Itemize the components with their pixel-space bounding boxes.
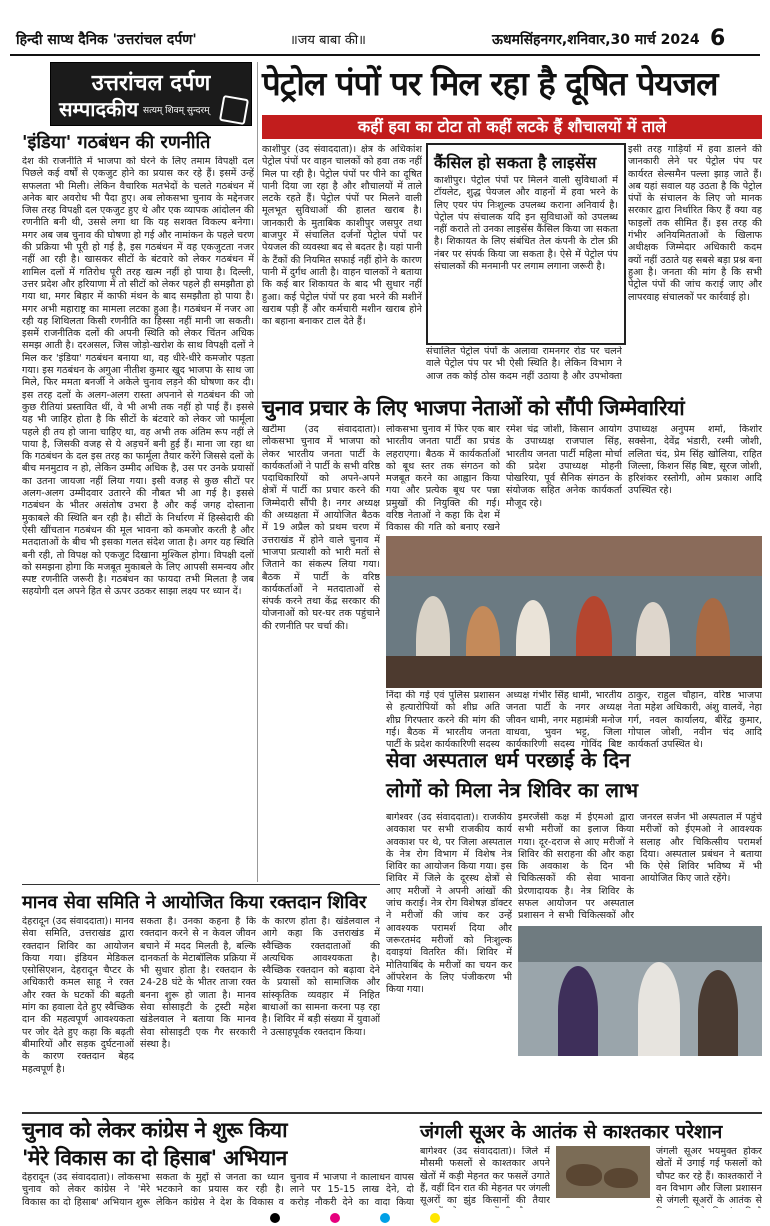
editorial-headline: 'इंडिया' गठबंधन की रणनीति	[22, 132, 211, 153]
paper-name: हिन्दी साप्ध दैनिक 'उत्तरांचल दर्पण'	[16, 32, 197, 48]
boar-col1: बागेश्वर (उद संवाददाता)। जिले में मौसमी फसलों से काश्तकार अपने खेतों में कड़ी मेहनत कर फसलें उगाते हैं, वहीं दिन रात की मेहनत पर जंगली सूअरों का झुंड किसानों की तैयार	[420, 1146, 550, 1207]
dateline: ऊधमसिंहनगर,शनिवार,30 मार्च 2024	[492, 32, 700, 48]
page-number: 6	[710, 26, 726, 51]
editorial-motto: सत्यम् शिवम् सुन्दरम्	[143, 106, 210, 116]
eye-camp-photo	[518, 926, 762, 1056]
pen-icon	[219, 95, 249, 125]
congress-col3: चुनाव में भाजपा ने कालाधन वापस लाने पर 15-15 लाख देने, दो करोड़ नौकरी देने का वादा किया	[290, 1172, 414, 1208]
section-rule	[22, 884, 380, 885]
bjp-headline: चुनाव प्रचार के लिए भाजपा नेताओं को सौंपी जिम्मेवारियां	[262, 396, 685, 420]
bjp-col3: रमेश चंद्र जोशी, किसान आयोग के उपाध्यक्ष राजपाल सिंह, भारतीय जनता पार्टी महिला मोर्चा की प्रदेश उपाध्यक्ष मोहनी पोखरिया, पूर्व सैनिक संगठन के संयोजक सहित अनेक कार्यकर्ता मौजूद रहे।	[506, 424, 622, 509]
congress-headline1: चुनाव को लेकर कांग्रेस ने शुरू किया	[22, 1118, 288, 1142]
lead-sub-body: काशीपुर। पेट्रोल पंपों पर मिलने वाली सुविधाओं में टॉयलेट, शुद्ध पेयजल और वाहनों में हवा भरने के लिए एयर पंप निःशुल्क उपलब्ध कराना अनिवार्य है। पेट्रोल पंप संचालक यदि इन सुविधाओं को उपलब्ध नहीं कराते तो उनका लाइसेंस कैंसिल किया जा सकता है। शिकायत के लिए संबंधित तेल कंपनी के टोल फ्री नंबर पर संपर्क किया जा सकता है। ऐसे में पेट्रोल पंप संचालकों की मनमानी पर लगाम लगाना जरूरी है।	[434, 175, 618, 273]
masthead	[0, 0, 770, 60]
bjp-photo-caption2: अध्यक्ष गंभीर सिंह धामी, भारतीय जनता पार्टी के नगर अध्यक्ष जीवन धामी, नगर महामंत्री मनोज वाधवा, भुवन भट्ट, जिला कार्यकारिणी सदस्य गोविंद बिष्ट	[506, 690, 622, 750]
congress-col1: देहरादून (उद संवाददाता)। लोकसभा चुनाव को लेकर कांग्रेस ने 'मेरे विकास का दो हिसाब' अभियान शुरू	[22, 1172, 150, 1208]
congress-col2: सकता के मुद्दों से जनता का ध्यान भटकाने का प्रयास कर रही है। लेकिन कांग्रेस ने देश के विकास व	[156, 1172, 284, 1208]
lead-below: संचालित पेट्रोल पंपों के अलावा रामनगर रोड पर चलने वाले पेट्रोल पंप पर भी ऐसी स्थिति है। लेकिन विभाग ने आज तक कोई ठोस कदम नहीं उठाया है और उपभोक्ता	[426, 346, 622, 382]
manav-col1: देहरादून (उद संवाददाता)। मानव सेवा समिति, उत्तराखंड द्वारा रक्तदान शिविर का आयोजन किया गया। इंडियन मेडिकल एसोसिएशन, देहरादून चैप्टर के अधिकारी कमल साहू ने रक्त और रक्त के घटकों की बढ़ती मांग का हवाला देते हुए स्वैच्छिक दान की महत्वपूर्ण आवश्यकता पर जोर देते हुए कहा कि बढ़ती बीमारियों और सड़क दुर्घटनाओं के कारण रक्तदान बेहद महत्वपूर्ण है।	[22, 916, 134, 1075]
slogan: ॥जय बाबा की॥	[290, 33, 366, 48]
boar-icon	[566, 1164, 602, 1186]
lead-col1: काशीपुर (उद संवाददाता)। क्षेत्र के अधिकांश पेट्रोल पंपों पर वाहन चालकों को हवा तक नहीं मिल पा रही है। पेट्रोल पंपों पर पीने का दूषित पानी दिया जा रहा है और शौचालयों में ताले लटके रहते हैं। पेट्रोल पंपों पर मिलने वाली मूलभूत सुविधाओं की हालत खराब है। जानकारी के मुताबिक काशीपुर जसपुर तथा बाजपुर में संचालित दर्जनों पेट्रोल पंपों पर पेयजल की व्यवस्था बद से बदतर है। यहां पानी के टैंकों की नियमित सफाई नहीं होने के कारण पानी में दुर्गंध आती है। वाहन चालकों ने बताया कि कई बार शिकायत के बाद भी सुधार नहीं हुआ। कई पेट्रोल पंपों पर हवा भरने की मशीनें खराब पड़ी हैं और कर्मचारी मशीन खराब होने का बहाना बनाकर टाल देते हैं।	[262, 144, 422, 328]
bjp-photo-caption: निंदा की गई एवं पुलिस प्रशासन से हत्यारोपियों को शीघ्र अति शीघ्र गिरफ्तार करने की मांग की गई। बैठक में भारतीय जनता पार्टी के प्रदेश कार्यकारिणी सदस्य	[386, 690, 500, 750]
manav-col2: सकता है। उनका कहना है कि रक्तदान करने से न केवल जीवन बचाने में मदद मिलती है, बल्कि दानकर्ता के मेटाबॉलिक प्रक्रिया में भी सुधार होता है। रक्तदान के 24-28 घंटे के भीतर ताजा रक्त बनना शुरू हो जाता है। मानव सेवा सोसाइटी के ट्रस्टी महेश खंडेलवाल ने बताया कि मानव सेवा सोसाइटी एक गैर सरकारी संस्था है।	[140, 916, 256, 1050]
lead-headline: पेट्रोल पंपों पर मिल रहा है दूषित पेयजल	[262, 64, 718, 103]
editorial-paper-title: उत्तरांचल दर्पण	[91, 71, 211, 96]
column-divider	[257, 62, 258, 882]
bjp-col1: खटीमा (उद संवाददाता)। लोकसभा चुनाव में भाजपा को लेकर भारतीय जनता पार्टी के कार्यकर्ताओं ने पार्टी के सभी वरिष्ठ पदाधिकारियों को अपने-अपने क्षेत्रों में पार्टी का प्रचार करने की जिम्मेदारी सौंपी है। नगर अध्यक्ष की अध्यक्षता में आयोजित बैठक में 19 अप्रैल को प्रथम चरण में उत्तराखंड में होने वाले चुनाव में भाजपा प्रत्याशी को भारी मतों से जिताने का संकल्प लिया गया। बैठक में पार्टी के वरिष्ठ कार्यकर्ताओं ने मतदाताओं से संपर्क करने तथा केंद्र सरकार की योजनाओं को घर-घर तक पहुंचाने की रणनीति पर चर्चा की।	[262, 424, 380, 632]
bjp-photo-caption3: ठाकुर, राहुल चौहान, वरिष्ठ भाजपा नेता महेश अधिकारी, अंशु वालवें, नेहा गर्ग, नवल कार्यालय, बीरेंद्र कुमार, गोपाल जोशी, नवीन चंद आदि कार्यकर्ता उपस्थित थे।	[628, 690, 762, 750]
editorial-section: सम्पादकीय	[59, 97, 139, 121]
bjp-col2: लोकसभा चुनाव में फिर एक बार भारतीय जनता पार्टी का प्रचंड लहराएगा। बैठक में कार्यकर्ताओं को बूथ स्तर तक संगठन को मजबूत करने का आह्वान किया गया और प्रत्येक बूथ पर पन्ना प्रमुखों की नियुक्ति की गई। वरिष्ठ नेताओं ने कहा कि देश में विकास की गति को बनाए रखने	[386, 424, 500, 534]
editorial-body: देश की राजनीति में भाजपा को घेरने के लिए तमाम विपक्षी दल पिछले कई वर्षों से एकजुट होने का प्रयास कर रहे हैं। इसमें उन्हें सफलता भी मिली। लेकिन वैचारिक मतभेदों के चलते गठबंधन में अनेक बार अवरोध भी पैदा हुए। अब लोकसभा चुनाव के मद्देनजर जिस तरह विपक्षी दल एकजुट हुए थे और एक व्यापक आंदोलन की रणनीति बनी थी, उससे लगा था कि यह सशक्त विकल्प बनेगा। मगर अब जब चुनाव की घोषणा हो गई और नामांकन के पहले चरण की प्रक्रिया भी पूरी हो गई है, इस गठबंधन में वह एकजुटता नजर नहीं आ रही है। खासकर सीटों के बंटवारे को लेकर गठबंधन में शामिल दलों में गतिरोध पूरी तरह खत्म नहीं हो पाया है। दिल्ली, उत्तर प्रदेश और हरियाणा में तो सीटों को लेकर पहले ही समझौता हो गया था, मगर बिहार में काफी मंथन के बाद समझौता हो पाया है। मगर अभी महाराष्ट्र का मामला लटका हुआ है। गठबंधन में नजर आ रही यह शिथिलता किसी रणनीति का हिस्सा नहीं मानी जा सकती। इसमें राजनीतिक दलों की अपनी स्थिति को लेकर चिंतन अधिक समझ आती है। दरअसल, जिस जोड़ो-खरोश के साथ विपक्षी दलों ने मिल कर 'इंडिया' गठबंधन बनाया था, वह धीरे-धीरे कमजोर पड़ता गया। इस गठबंधन के अगुआ नीतीश कुमार खुद भाजपा के साथ जा मिले, फिर ममता बनर्जी ने अकेले चुनाव लड़ने की घोषणा कर दी। इस तरह दलों के अलग-अलग रास्ता अपनाने से गठबंधन की जो कुछ रीतियां प्रस्तावित थीं, वे भी अभी तक नहीं हो पाई हैं। इससे यह भी जाहिर होता है कि सीटों के बंटवारे को लेकर जो फार्मूला पहले ही तय हो जाना चाहिए था, वह अभी तक अंतिम रूप नहीं ले पाया है, जिसकी वजह से ये अड़चनें बनी हुई हैं। माना जा रहा था कि गठबंधन के दल इस तरह का फार्मूला तैयार करेंगे जिससे दलों के बीच मनमुटाव न हो, लेकिन उम्मीद अधिक है, उस पर उनके प्रयासों का उतना जायजा नहीं लिया गया। इसी वजह से कुछ सीटों पर अलग-अलग उम्मीदवार उतारने की नौबत भी आ गई है। इससे गठबंधन के भीतर असंतोष उभरा है और कई जगह दोस्ताना मुकाबले की स्थिति बन रही है। सीटों के निर्धारण में हिस्सेदारी की ऐसी खींचतान गठबंधन की मूल भावना को कमजोर करती है और मतदाताओं के बीच भी इसका गलत संदेश जाता है। अगर यह स्थिति बनी रही, तो विपक्ष को एकजुट दिखाना मुश्किल होगा। विपक्षी दलों को समझना होगा कि मजबूत मुकाबले के लिए आपसी समन्वय और स्पष्ट रणनीति जरूरी है। गठबंधन का फायदा तभी मिलता है जब सहयोगी दल अपने हित से ऊपर उठकर साझा लक्ष्य पर ध्यान दें।	[22, 156, 254, 598]
manav-headline: मानव सेवा समिति ने आयोजित किया रक्तदान शिविर	[22, 892, 367, 913]
seva-col2: इमरजेंसी कक्ष में ईएमओ द्वारा सभी मरीजों का इलाज किया गया। दूर-दराज से आए मरीजों ने शिविर की सराहना की और कहा कि अवकाश के दिन भी चिकित्सकों की सेवा भावना प्रेरणादायक है। नेत्र शिविर के सफल आयोजन पर अस्पताल प्रशासन ने सभी चिकित्सकों और	[518, 812, 634, 922]
editorial-banner	[50, 62, 252, 126]
lead-col3: इसी तरह गाड़ियों में हवा डालने की जानकारी लेने पर पेट्रोल पंप पर कार्यरत सेल्समैन पल्ला झाड़ जाते हैं। अब यहां सवाल यह उठता है कि पेट्रोल पंपों के संचालन के लिए जो मानक सरकार द्वारा निर्धारित किए हैं क्या वह फाइलों तक सीमित हैं। इस तरह की गंभीर अनियमितताओं के खिलाफ अधीक्षक जिम्मेदार अधिकारी कदम क्यों नहीं उठाते यह सबसे बड़ा प्रश्न बना हुआ है। जनता की मांग है कि सभी पेट्रोल पंपों की जांच कराई जाए और लापरवाह संचालकों पर कार्रवाई हो।	[628, 144, 762, 303]
lead-sidebox	[426, 143, 626, 345]
lead-strip: कहीं हवा का टोटा तो कहीं लटके हैं शौचालयों में ताले	[262, 115, 762, 139]
boar-photo	[556, 1146, 650, 1198]
seva-col3: जनरल सर्जन भी अस्पताल में पहुंचे मरीजों को ईएमओ ने आवश्यक सलाह और चिकित्सीय परामर्श दिया। अस्पताल प्रबंधन ने बताया कि ऐसे शिविर भविष्य में भी आयोजित किए जाते रहेंगे।	[640, 812, 762, 885]
seva-col1: बागेश्वर (उद संवाददाता)। राजकीय अवकाश पर सभी राजकीय कार्य अवकाश पर थे, पर जिला अस्पताल के नेत्र रोग विभाग में विशेष नेत्र शिविर का आयोजन किया गया। इस शिविर में जिले के दूरस्थ क्षेत्रों से आए मरीजों ने अपनी आंखों की जांच कराई। नेत्र रोग विशेषज्ञ डॉक्टर ने मरीजों की जांच कर उन्हें आवश्यक परामर्श दिया और जरूरतमंद मरीजों को निःशुल्क दवाइयां वितरित कीं। शिविर में मोतियाबिंद के मरीजों का चयन कर ऑपरेशन के लिए पंजीकरण भी किया गया।	[386, 812, 512, 996]
lead-sub-headline: कैंसिल हो सकता है लाइसेंस	[434, 153, 597, 172]
seva-headline2: लोगों को मिला नेत्र शिविर का लाभ	[386, 778, 639, 802]
boar-headline: जंगली सूअर के आतंक से काश्तकार परेशान	[420, 1121, 723, 1143]
masthead-rule	[10, 54, 760, 56]
bjp-meeting-photo	[386, 536, 762, 688]
section-rule	[22, 1112, 762, 1114]
boar-col3: जंगली सूअर भयमुक्त होकर खेतों में उगाई गई फसलों को चौपट कर रहे हैं। काश्तकारों ने वन विभाग और जिला प्रशासन से जंगली सूअरों के आतंक से	[656, 1146, 762, 1207]
manav-col3: के कारण होता है। खंडेलवाल ने आगे कहा कि उत्तराखंड में स्वैच्छिक रक्तदाताओं की अत्यधिक आवश्यकता है। स्वैच्छिक रक्तदान को बढ़ावा देने के प्रयासों को सामाजिक और सांस्कृतिक व्यवहार में निहित बाधाओं का सामना करना पड़ रहा है। शिविर में बड़ी संख्या में युवाओं ने उत्साहपूर्वक रक्तदान किया।	[262, 916, 380, 1038]
bjp-col4: उपाध्यक्ष अनुपम शर्मा, किशोर सक्सेना, देवेंद्र भंडारी, रश्मी जोशी, ललिता चंद, प्रेम सिंह खोलिया, राहित जिल्ला, किशन सिंह बिष्ट, सूरज जोशी, हरिशंकर रस्तोगी, ओम प्रकाश आदि उपस्थित रहे।	[628, 424, 762, 497]
boar-icon	[604, 1168, 638, 1188]
seva-headline1: सेवा अस्पताल धर्म परछाई के दिन	[386, 748, 631, 772]
print-registration-marks	[0, 1210, 770, 1226]
congress-headline2: 'मेरे विकास का दो हिसाब' अभियान	[22, 1146, 287, 1170]
